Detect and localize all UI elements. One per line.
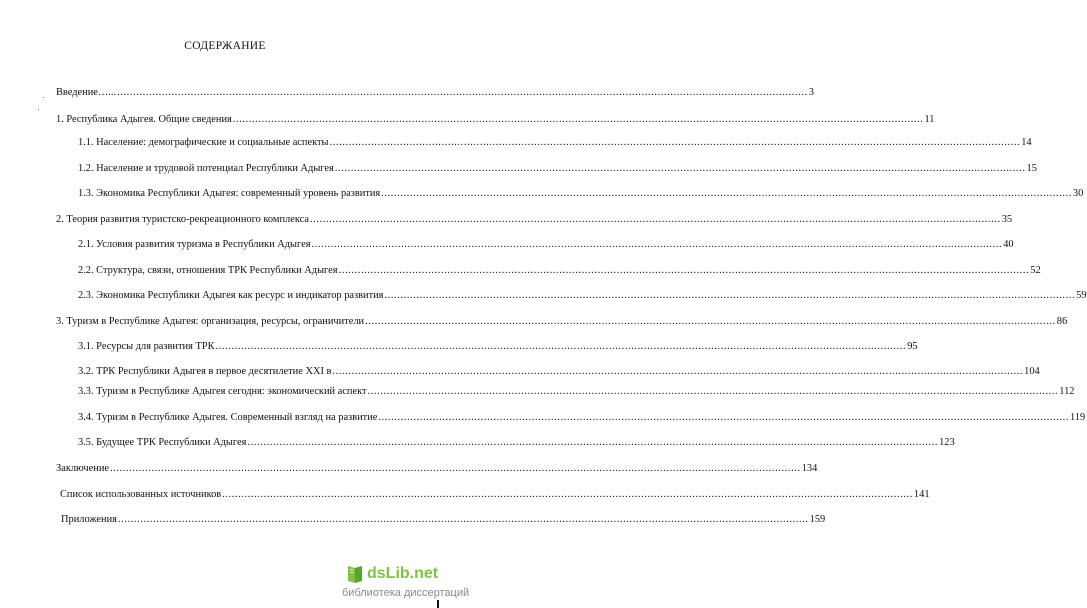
toc-entry-chapter-3 (56, 315, 1068, 329)
toc-leader-dots (330, 136, 1021, 150)
toc-entry-3-5 (78, 436, 955, 450)
toc-entry-page: 141 (913, 489, 930, 500)
scan-speck (38, 109, 39, 110)
toc-leader-dots (312, 238, 1003, 252)
toc-entry-label: 1. Республика Адыгея. Общие сведения (56, 114, 232, 125)
toc-entry-page: 104 (1024, 366, 1040, 377)
toc-entry-label: 3. Туризм в Республике Адыгея: организация, ресурсы, ограничители (56, 316, 365, 327)
toc-entry-3-4 (78, 411, 1086, 425)
toc-entry-1-3 (78, 187, 1084, 201)
toc-entry-3-2 (78, 365, 1040, 379)
toc-entry-page: 159 (809, 514, 826, 525)
toc-entry-label: Введение…... (56, 87, 117, 98)
toc-entry-chapter-2 (56, 213, 1013, 227)
scan-edge-mark (437, 600, 439, 608)
toc-leader-dots (216, 340, 907, 354)
toc-entry-label: 1.2. Население и трудовой потенциал Республики Адыгея (78, 163, 334, 174)
toc-entry-label: 1.1. Население: демографические и социальные аспекты (78, 137, 329, 148)
page-heading: СОДЕРЖАНИЕ (184, 40, 266, 52)
toc-entry-page: 3 (808, 87, 814, 98)
toc-entry-2-3 (78, 289, 1087, 303)
toc-leader-dots (384, 289, 1075, 303)
scan-speck (43, 97, 44, 98)
toc-entry-label: Приложения (61, 514, 117, 525)
toc-leader-dots (378, 411, 1069, 425)
toc-entry-page: 112 (1059, 386, 1075, 397)
toc-entry-page: 14 (1021, 137, 1032, 148)
toc-entry-label: Заключение (56, 463, 109, 474)
toc-entry-label: 3.1. Ресурсы для развития ТРК (78, 341, 215, 352)
toc-entry-label: 2.2. Структура, связи, отношения ТРК Республики Адыгея (78, 265, 338, 276)
toc-entry-page: 119 (1070, 412, 1086, 423)
toc-entry-label: Список использованных источников (60, 489, 222, 500)
watermark (342, 563, 470, 603)
toc-entry-label: 3.5. Будущее ТРК Республики Адыгея (78, 437, 247, 448)
toc-entry-page: 134 (801, 463, 818, 474)
toc-entry-page: 86 (1056, 316, 1068, 327)
toc-entry-3-3 (78, 385, 1075, 399)
toc-leader-dots (247, 436, 938, 450)
toc-entry-page: 52 (1030, 265, 1041, 276)
toc-entry-2-2 (78, 264, 1041, 278)
toc-leader-dots (222, 488, 913, 502)
toc-leader-dots (339, 264, 1030, 278)
toc-entry-1-2 (78, 162, 1037, 176)
toc-entry-page: 35 (1001, 214, 1013, 225)
toc-leader-dots (117, 86, 808, 100)
toc-leader-dots (335, 162, 1026, 176)
toc-entry-page: 15 (1026, 163, 1037, 174)
toc-entry-label: 3.4. Туризм в Республике Адыгея. Современный взгляд на развитие (78, 412, 378, 423)
toc-entry-page: 11 (924, 114, 935, 125)
toc-entry-intro (56, 86, 814, 100)
toc-leader-dots (332, 365, 1023, 379)
toc-leader-dots (233, 113, 924, 127)
toc-leader-dots (368, 385, 1059, 399)
watermark-brand: dsLib.net (367, 565, 439, 582)
toc-entry-label: 2. Теория развития туристско-рекреационного комплекса (56, 214, 309, 225)
toc-entry-label: 2.3. Экономика Республики Адыгея как ресурс и индикатор развития (78, 290, 384, 301)
toc-entry-page: 59 (1076, 290, 1087, 301)
watermark-tagline: библиотека диссертаций (342, 587, 470, 599)
toc-entry-label: 2.1. Условия развития туризма в Республики Адыгея (78, 239, 311, 250)
toc-entry-bibliography (60, 488, 930, 502)
book-icon (345, 563, 365, 585)
toc-leader-dots (365, 315, 1056, 329)
toc-entry-page: 95 (907, 341, 918, 352)
toc-entry-appendices (61, 513, 826, 527)
toc-entry-label: 1.3. Экономика Республики Адыгея: современный уровень развития (78, 188, 381, 199)
toc-entry-page: 30 (1072, 188, 1084, 199)
toc-leader-dots (381, 187, 1072, 201)
toc-entry-chapter-1 (56, 113, 935, 127)
toc-entry-label: 3.2. ТРК Республики Адыгея в первое десятилетие XXI в (78, 366, 332, 377)
toc-leader-dots (110, 462, 801, 476)
toc-entry-3-1 (78, 340, 918, 354)
toc-entry-label: 3.3. Туризм в Республике Адыгея сегодня: экономический аспект (78, 386, 367, 397)
watermark-logo (345, 563, 438, 585)
toc-entry-conclusion (56, 462, 818, 476)
toc-entry-page: 40 (1003, 239, 1014, 250)
toc-leader-dots (310, 213, 1001, 227)
toc-entry-1-1 (78, 136, 1032, 150)
toc-leader-dots (118, 513, 809, 527)
toc-entry-page: 123 (939, 437, 955, 448)
toc-entry-2-1 (78, 238, 1014, 252)
